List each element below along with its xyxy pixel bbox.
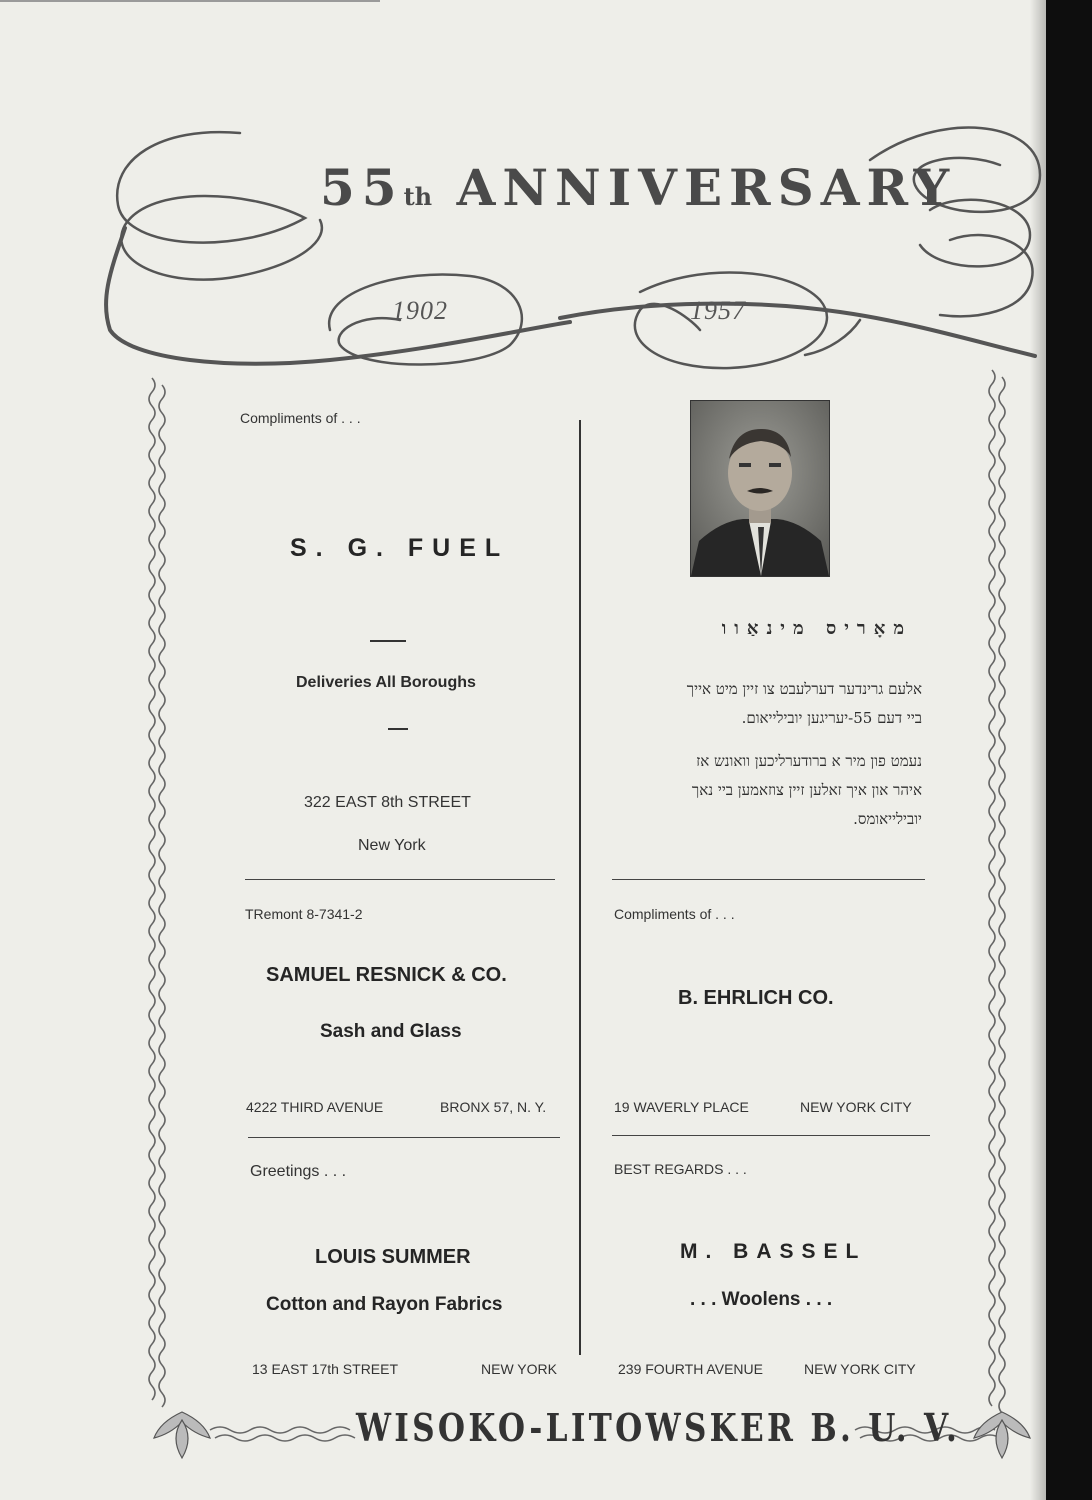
- bassel-intro: BEST REGARDS . . .: [614, 1161, 747, 1177]
- bassel-product: . . . Woolens . . .: [690, 1289, 833, 1310]
- divider-right-1: [612, 879, 925, 880]
- fuel-dash-2: [388, 728, 408, 730]
- scan-edge: [1046, 0, 1092, 1500]
- society-name: WISOKO-LITOWSKER B. U. V.: [356, 1405, 961, 1450]
- bassel-address: 239 FOURTH AVENUE: [618, 1361, 763, 1377]
- summer-address: 13 EAST 17th STREET: [252, 1361, 399, 1377]
- tribute-line-4: איהר און איך זאלען זיין צוזאמען ביי נאך: [691, 781, 922, 799]
- summer-product: Cotton and Rayon Fabrics: [266, 1294, 503, 1315]
- resnick-city: BRONX 57, N. Y.: [440, 1099, 547, 1115]
- ehrlich-intro: Compliments of . . .: [614, 906, 735, 922]
- center-divider: [579, 420, 581, 1355]
- bassel-name: M. BASSEL: [680, 1240, 867, 1263]
- divider-right-2: [612, 1135, 930, 1136]
- fuel-city: New York: [358, 837, 426, 854]
- summer-name: LOUIS SUMMER: [315, 1246, 471, 1268]
- summer-intro: Greetings . . .: [250, 1163, 347, 1180]
- resnick-name: SAMUEL RESNICK & CO.: [266, 964, 507, 986]
- ehrlich-city: NEW YORK CITY: [800, 1099, 912, 1115]
- fuel-address: 322 EAST 8th STREET: [304, 794, 471, 811]
- divider-left-1: [245, 879, 555, 880]
- resnick-phone: TRemont 8-7341-2: [245, 906, 363, 922]
- ehrlich-address: 19 WAVERLY PLACE: [614, 1099, 749, 1115]
- summer-city: NEW YORK: [481, 1361, 557, 1377]
- portrait-photo: [690, 400, 830, 577]
- year-end: 1957: [690, 296, 746, 325]
- ehrlich-name: B. EHRLICH CO.: [678, 987, 834, 1009]
- tribute-line-5: יובילייאומס.: [853, 810, 922, 828]
- page-title: 55th ANNIVERSARY: [320, 158, 957, 217]
- portrait-figure: [691, 401, 829, 576]
- year-start: 1902: [392, 296, 448, 325]
- tribute-line-1: אלעם גרינדער דערלעבט צו זיין מיט אייך: [686, 680, 922, 698]
- tribute-name: מאָריס מינאַוו: [721, 618, 912, 639]
- tribute-line-2: ביי דעם 55-יעריגען יובילייאום.: [741, 709, 922, 727]
- fuel-name: S. G. FUEL: [290, 534, 510, 562]
- divider-left-2: [248, 1137, 560, 1138]
- bassel-city: NEW YORK CITY: [804, 1361, 916, 1377]
- tribute-line-3: נעמט פון מיר א ברודערליכען וואונש אז: [696, 752, 922, 770]
- resnick-product: Sash and Glass: [320, 1021, 462, 1042]
- fuel-dash-1: [370, 640, 406, 642]
- fuel-service: Deliveries All Boroughs: [296, 674, 476, 691]
- resnick-address: 4222 THIRD AVENUE: [246, 1099, 384, 1115]
- fuel-intro: Compliments of . . .: [240, 410, 361, 426]
